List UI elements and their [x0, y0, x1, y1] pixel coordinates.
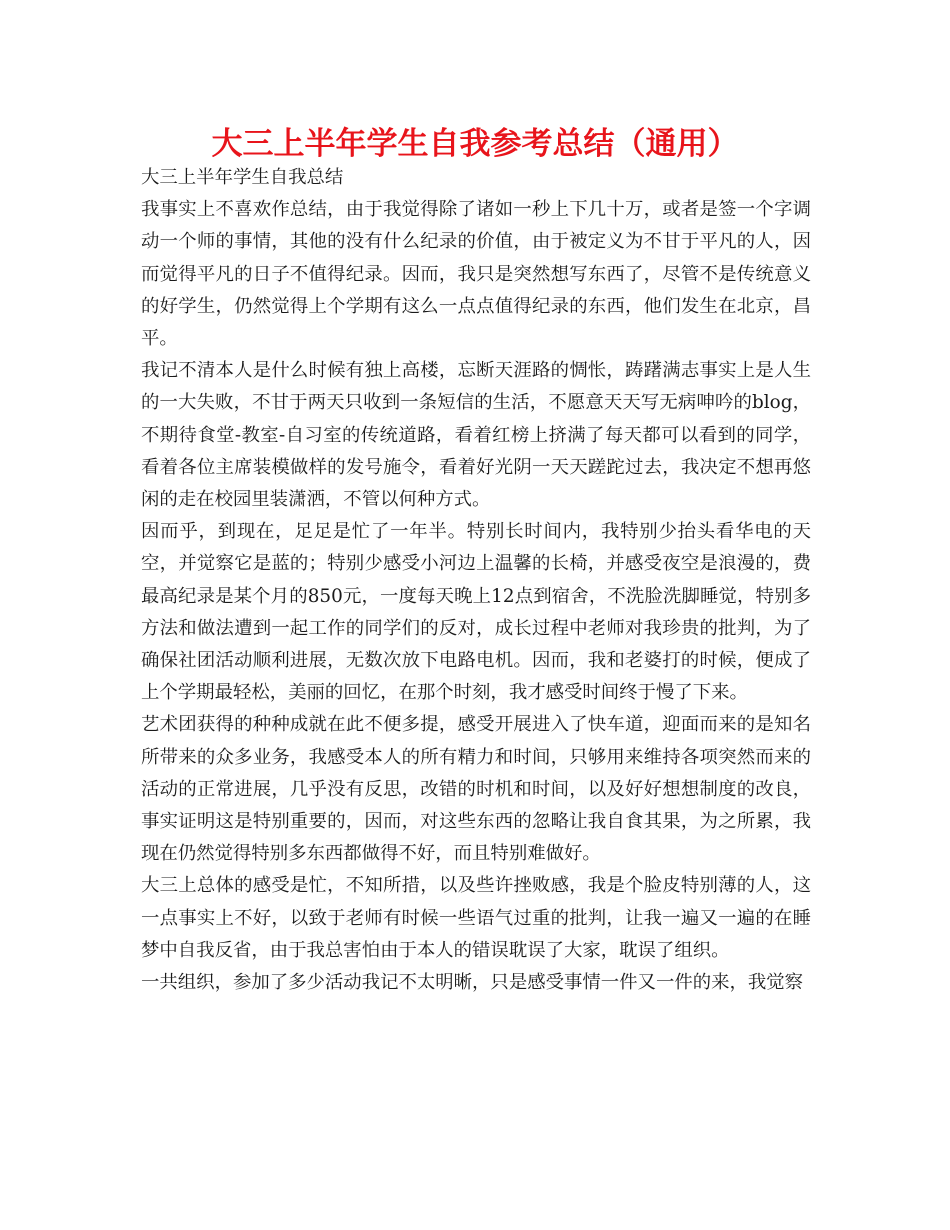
document-title: 大三上半年学生自我参考总结（通用）: [211, 126, 739, 162]
paragraph: 艺术团获得的种种成就在此不便多提，感受开展进入了快车道，迎面而来的是知名所带来的众多业务，我感受本人的所有精力和时间，只够用来维持各项突然而来的活动的正常进展，几乎没有反思，改错的时机和时间，以及好好想想制度的改良，事实证明这是特别重要的，因而，对这些东西的忽略让我自食其果，为之所累，我现在仍然觉得特别多东西都做得不好，而且特别难做好。: [141, 714, 811, 865]
paragraph: 我事实上不喜欢作总结，由于我觉得除了诸如一秒上下几十万，或者是签一个字调动一个师的事情，其他的没有什么纪录的价值，由于被定义为不甘于平凡的人，因而觉得平凡的日子不值得纪录。因而，我只是突然想写东西了，尽管不是传统意义的好学生，仍然觉得上个学期有这么一点点值得纪录的东西，他们发生在北京，昌平。: [141, 199, 811, 350]
paragraph: 大三上总体的感受是忙，不知所措，以及些许挫败感，我是个脸皮特别薄的人，这一点事实上不好，以致于老师有时候一些语气过重的批判，让我一遍又一遍的在睡梦中自我反省，由于我总害怕由于本人的错误耽误了大家，耽误了组织。: [141, 875, 811, 961]
paragraph-subtitle: 大三上半年学生自我总结: [141, 167, 344, 188]
paragraph: 因而乎，到现在，足足是忙了一年半。特别长时间内，我特别少抬头看华电的天空，并觉察它是蓝的；特别少感受小河边上温馨的长椅，并感受夜空是浪漫的，费最高纪录是某个月的850元，一度每天晚上12点到宿舍，不洗脸洗脚睡觉，特别多方法和做法遭到一起工作的同学们的反对，成长过程中老师对我珍贵的批判，为了确保社团活动顺利进展，无数次放下电路电机。因而，我和老婆打的时候，便成了上个学期最轻松，美丽的回忆，在那个时刻，我才感受时间终于慢了下来。: [141, 521, 811, 704]
document-body: [141, 162, 811, 999]
paragraph: 一共组织，参加了多少活动我记不太明晰，只是感受事情一件又一件的来，我觉察: [141, 972, 804, 994]
paragraph: 我记不清本人是什么时候有独上高楼，忘断天涯路的惆怅，踌躇满志事实上是人生的一大失败，不甘于两天只收到一条短信的生活，不愿意天天写无病呻吟的blog，不期待食堂-教室-自习室的传统道路，看着红榜上挤满了每天都可以看到的同学，看着各位主席装模做样的发号施令，看着好光阴一天天蹉跎过去，我决定不想再悠闲的走在校园里装潇洒，不管以何种方式。: [141, 360, 811, 511]
